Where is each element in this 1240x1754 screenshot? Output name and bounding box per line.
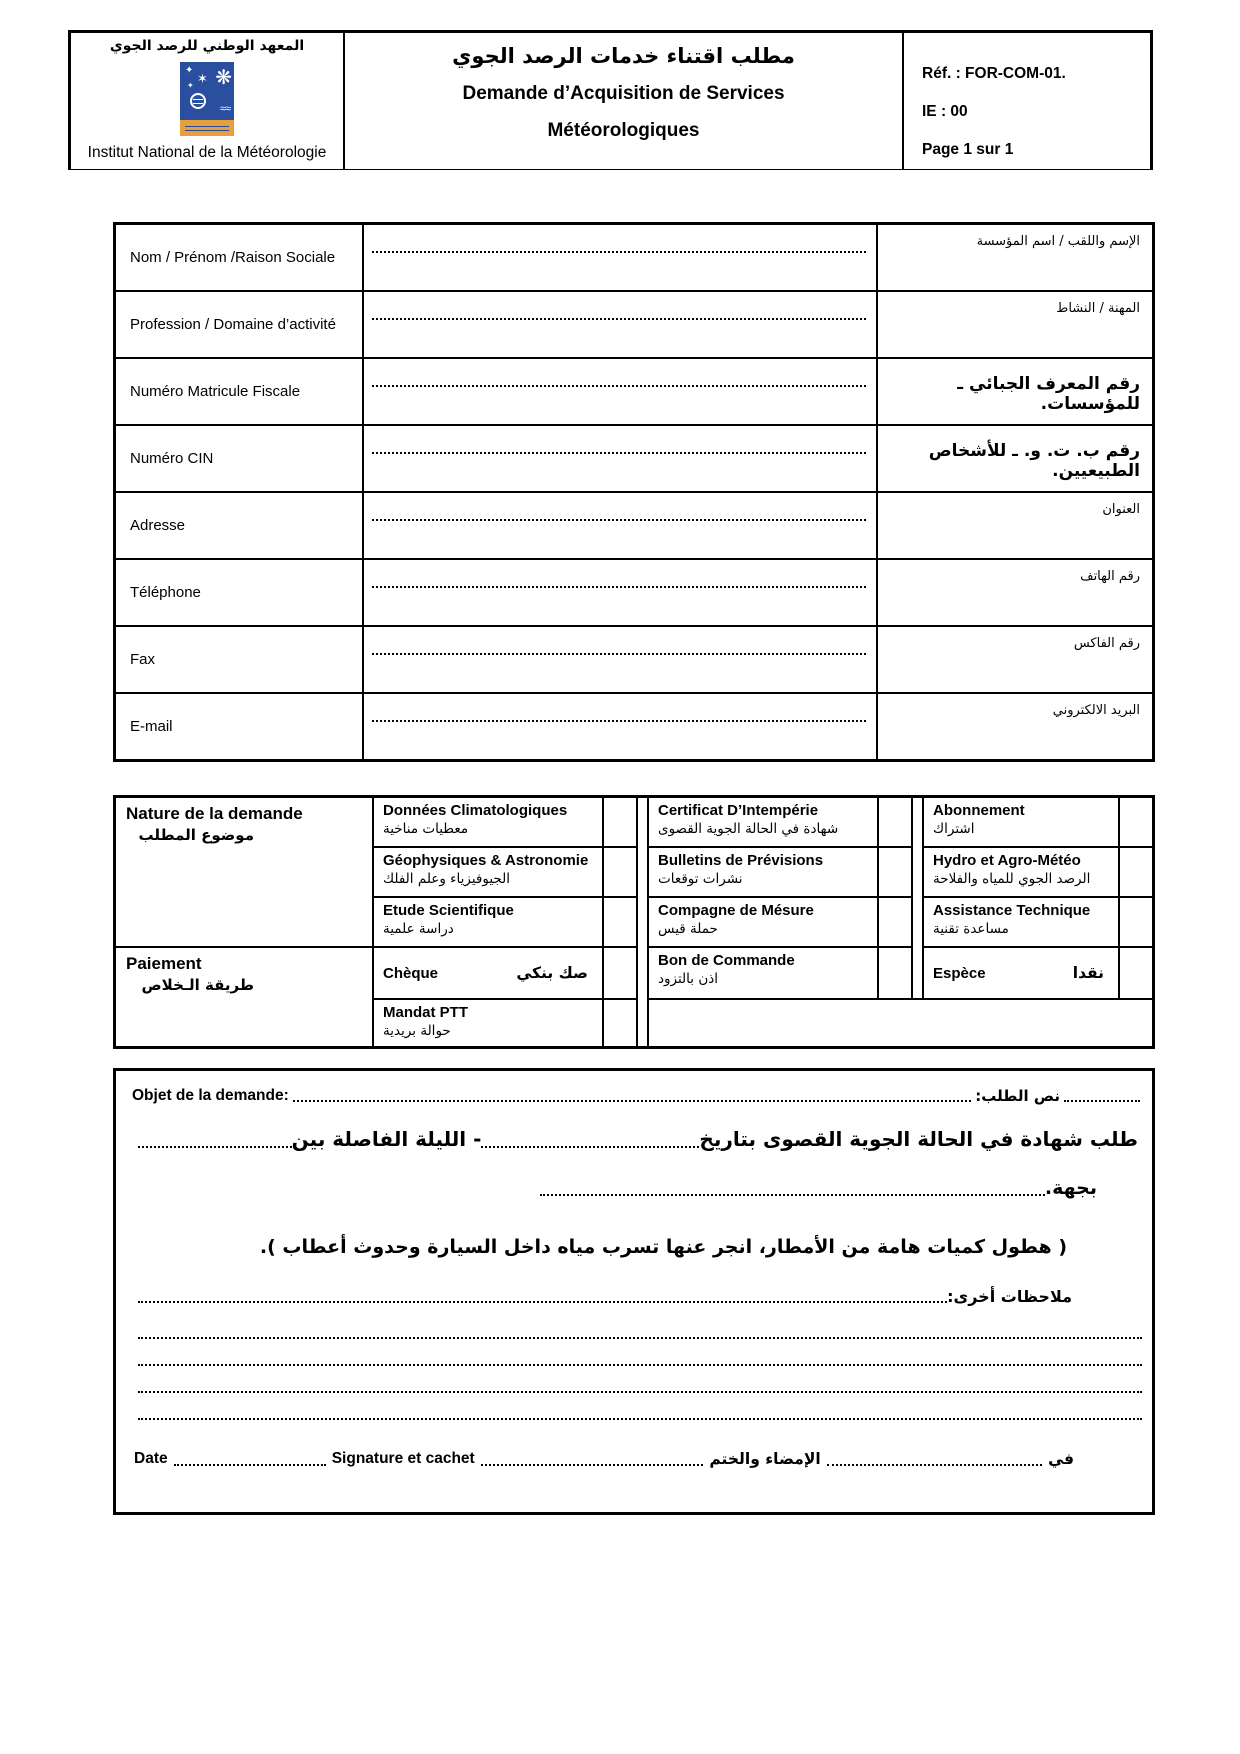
- form-title-arabic: مطلب اقتناء خدمات الرصد الجوي: [452, 44, 795, 68]
- header-ref-cell: [904, 33, 1150, 169]
- label-telephone-ar: رقم الهاتف: [878, 560, 1152, 625]
- fill-line[interactable]: [138, 1337, 1142, 1339]
- header-title-cell: [345, 33, 902, 169]
- fill-line[interactable]: [138, 1301, 947, 1303]
- table-spacer: [638, 798, 647, 1046]
- globe-icon: [190, 93, 206, 109]
- label-matricule-fiscale: Numéro Matricule Fiscale: [116, 359, 362, 424]
- label-adresse: Adresse: [116, 493, 362, 558]
- org-name-arabic: المعهد الوطني للرصد الجوي: [109, 38, 305, 54]
- option-label-fr: Espèce: [933, 964, 986, 982]
- fill-line[interactable]: [481, 1146, 699, 1148]
- date-field[interactable]: [174, 1464, 326, 1466]
- sun-icon: ❋: [215, 67, 232, 89]
- checkbox-bon-de-commande[interactable]: [879, 948, 911, 998]
- option-label-fr: Hydro et Agro-Météo: [933, 852, 1081, 869]
- remarks-line: [138, 1287, 1072, 1306]
- nature-header-cell: [116, 798, 372, 946]
- label-matricule-fiscale-ar: رقم المعرف الجبائي ـ للمؤسسات.: [878, 359, 1152, 424]
- field-matricule-fiscale[interactable]: [364, 359, 876, 424]
- at-label-ar: في: [1048, 1450, 1074, 1468]
- label-adresse-ar: العنوان: [878, 493, 1152, 558]
- label-nom: Nom / Prénom /Raison Sociale: [116, 225, 362, 290]
- paiement-header-fr: Paiement: [126, 954, 202, 973]
- checkbox-espece[interactable]: [1120, 948, 1152, 998]
- label-nom-ar: الإسم واللقب / اسم المؤسسة: [878, 225, 1152, 290]
- field-telephone[interactable]: [364, 560, 876, 625]
- option-label-fr: Chèque: [383, 964, 439, 982]
- page-count: Page 1 sur 1: [922, 141, 1014, 158]
- checkbox-certificat-intemperie[interactable]: [879, 798, 911, 846]
- option-compagne-mesure: [649, 898, 877, 946]
- fill-line[interactable]: [138, 1364, 1142, 1366]
- checkbox-etude-scientifique[interactable]: [604, 898, 636, 946]
- fill-line: [372, 720, 866, 722]
- paiement-header-cell: [116, 948, 372, 1046]
- fill-line[interactable]: [138, 1418, 1142, 1420]
- fill-line: [372, 452, 866, 454]
- option-bon-de-commande: [649, 948, 877, 998]
- label-cin-ar: رقم ب. ت. و. ـ للأشخاص الطبيعيين.: [878, 426, 1152, 491]
- checkbox-hydro-agro-meteo[interactable]: [1120, 848, 1152, 896]
- checkbox-geophysiques-astronomie[interactable]: [604, 848, 636, 896]
- fill-line[interactable]: [138, 1391, 1142, 1393]
- option-abonnement: [924, 798, 1118, 846]
- request-object-section: [113, 1068, 1155, 1515]
- signature-label-ar: الإمضاء والختم: [709, 1450, 821, 1468]
- nature-table: [113, 795, 1155, 1049]
- checkbox-assistance-technique[interactable]: [1120, 898, 1152, 946]
- option-geophysiques-astronomie: [374, 848, 602, 896]
- form-title-french-1: Demande d’Acquisition de Services: [462, 83, 785, 104]
- field-cin[interactable]: [364, 426, 876, 491]
- option-label-fr: Etude Scientifique: [383, 902, 514, 919]
- certificate-date-line: [138, 1127, 1138, 1151]
- option-label-ar: نشرات توقعات: [658, 870, 743, 887]
- fill-line: [372, 251, 866, 253]
- label-fax-ar: رقم الفاكس: [878, 627, 1152, 692]
- option-label-ar: اشتراك: [933, 820, 975, 837]
- region-label: بجهة.: [1044, 1177, 1097, 1199]
- option-label-ar: نقدا: [1072, 964, 1104, 982]
- request-night-text: - الليلة الفاصلة بين: [291, 1127, 482, 1151]
- reason-line: ( هطول كميات هامة من الأمطار، انجر عنها تسرب مياه داخل السيارة وحدوث أعطاب ).: [259, 1236, 1067, 1258]
- option-label-ar: شهادة في الحالة الجوية القصوى: [658, 820, 839, 837]
- paiement-header-ar: طريقة الـخلاص: [141, 976, 254, 994]
- checkbox-compagne-mesure[interactable]: [879, 898, 911, 946]
- fill-line[interactable]: [540, 1194, 1045, 1196]
- star-icon: ✶: [197, 71, 208, 86]
- inm-logo-band: [180, 120, 234, 136]
- inm-logo: [180, 62, 234, 136]
- inm-logo-emblem: [180, 62, 234, 120]
- checkbox-donnees-climatologiques[interactable]: [604, 798, 636, 846]
- option-label-ar: دراسة علمية: [383, 920, 454, 937]
- fill-line[interactable]: [138, 1146, 292, 1148]
- option-espece: [924, 948, 1118, 998]
- fill-line[interactable]: [293, 1100, 972, 1102]
- signature-field[interactable]: [481, 1464, 704, 1466]
- field-fax[interactable]: [364, 627, 876, 692]
- objet-line: [132, 1087, 1140, 1105]
- label-telephone: Téléphone: [116, 560, 362, 625]
- fill-line: [372, 519, 866, 521]
- option-label-fr: Géophysiques & Astronomie: [383, 852, 589, 869]
- checkbox-cheque[interactable]: [604, 948, 636, 998]
- option-label-ar: مساعدة تقنية: [933, 920, 1009, 937]
- option-donnees-climatologiques: [374, 798, 602, 846]
- option-label-fr: Compagne de Mésure: [658, 902, 814, 919]
- option-mandat-ptt: [374, 1000, 602, 1046]
- empty-cell: [649, 1000, 1152, 1046]
- signature-label-fr: Signature et cachet: [331, 1450, 475, 1467]
- label-fax: Fax: [116, 627, 362, 692]
- option-bulletins-previsions: [649, 848, 877, 896]
- fill-line: [372, 653, 866, 655]
- option-label-fr: Données Climatologiques: [383, 802, 568, 819]
- region-line: [141, 1177, 1097, 1199]
- fill-line: [372, 586, 866, 588]
- option-label-ar: صك بنكي: [516, 964, 588, 982]
- option-label-fr: Bulletins de Prévisions: [658, 852, 824, 869]
- identity-table: [113, 222, 1155, 762]
- option-cheque: [374, 948, 602, 998]
- option-etude-scientifique: [374, 898, 602, 946]
- option-label-fr: Assistance Technique: [933, 902, 1091, 919]
- label-profession: Profession / Domaine d’activité: [116, 292, 362, 357]
- option-label-ar: اذن بالتزود: [658, 970, 719, 987]
- option-label-ar: حملة قيس: [658, 920, 718, 937]
- objet-label-ar: نص الطلب:: [975, 1087, 1060, 1105]
- option-label-ar: حوالة بريدية: [383, 1022, 451, 1039]
- place-field[interactable]: [827, 1464, 1042, 1466]
- option-hydro-agro-meteo: [924, 848, 1118, 896]
- label-email-ar: البريد الالكتروني: [878, 694, 1152, 759]
- checkbox-abonnement[interactable]: [1120, 798, 1152, 846]
- option-label-ar: الجيوفيزياء وعلم الفلك: [383, 870, 510, 887]
- org-name-french: Institut National de la Météorologie: [87, 144, 327, 161]
- field-nom[interactable]: [364, 225, 876, 290]
- date-signature-line: [134, 1449, 1074, 1469]
- date-label: Date: [134, 1450, 168, 1467]
- reference-number: Réf. : FOR-COM-01.: [922, 65, 1066, 82]
- option-label-fr: Abonnement: [933, 802, 1025, 819]
- field-adresse[interactable]: [364, 493, 876, 558]
- header-org-cell: [71, 33, 343, 169]
- fill-line: [372, 385, 866, 387]
- field-email[interactable]: [364, 694, 876, 759]
- form-header: [68, 30, 1153, 170]
- label-profession-ar: المهنة / النشاط: [878, 292, 1152, 357]
- label-cin: Numéro CIN: [116, 426, 362, 491]
- label-email: E-mail: [116, 694, 362, 759]
- objet-label-fr: Objet de la demande:: [132, 1087, 289, 1104]
- option-assistance-technique: [924, 898, 1118, 946]
- nature-header-fr: Nature de la demande: [126, 804, 303, 823]
- option-certificat-intemperie: [649, 798, 877, 846]
- fill-line: [372, 318, 866, 320]
- checkbox-bulletins-previsions[interactable]: [879, 848, 911, 896]
- nature-header-ar: موضوع المطلب: [138, 826, 254, 844]
- request-date-text: طلب شهادة في الحالة الجوية القصوى بتاريخ: [699, 1127, 1138, 1151]
- checkbox-mandat-ptt[interactable]: [604, 1000, 636, 1046]
- edition-index: IE : 00: [922, 103, 968, 120]
- form-title-french-2: Météorologiques: [547, 120, 700, 141]
- field-profession[interactable]: [364, 292, 876, 357]
- remarks-label: ملاحظات أخرى:: [947, 1287, 1072, 1306]
- option-label-ar: الرصد الجوي للمياه والفلاحة: [933, 870, 1091, 887]
- option-label-fr: Mandat PTT: [383, 1004, 468, 1021]
- star-icon: ✦: [185, 65, 194, 76]
- star-icon: ✦: [187, 81, 194, 90]
- option-label-fr: Bon de Commande: [658, 952, 795, 969]
- waves-icon: ≈≈: [219, 103, 230, 115]
- option-label-fr: Certificat D’Intempérie: [658, 802, 819, 819]
- fill-line[interactable]: [1064, 1100, 1140, 1102]
- table-spacer: [913, 798, 922, 998]
- option-label-ar: معطيات مناخية: [383, 820, 469, 837]
